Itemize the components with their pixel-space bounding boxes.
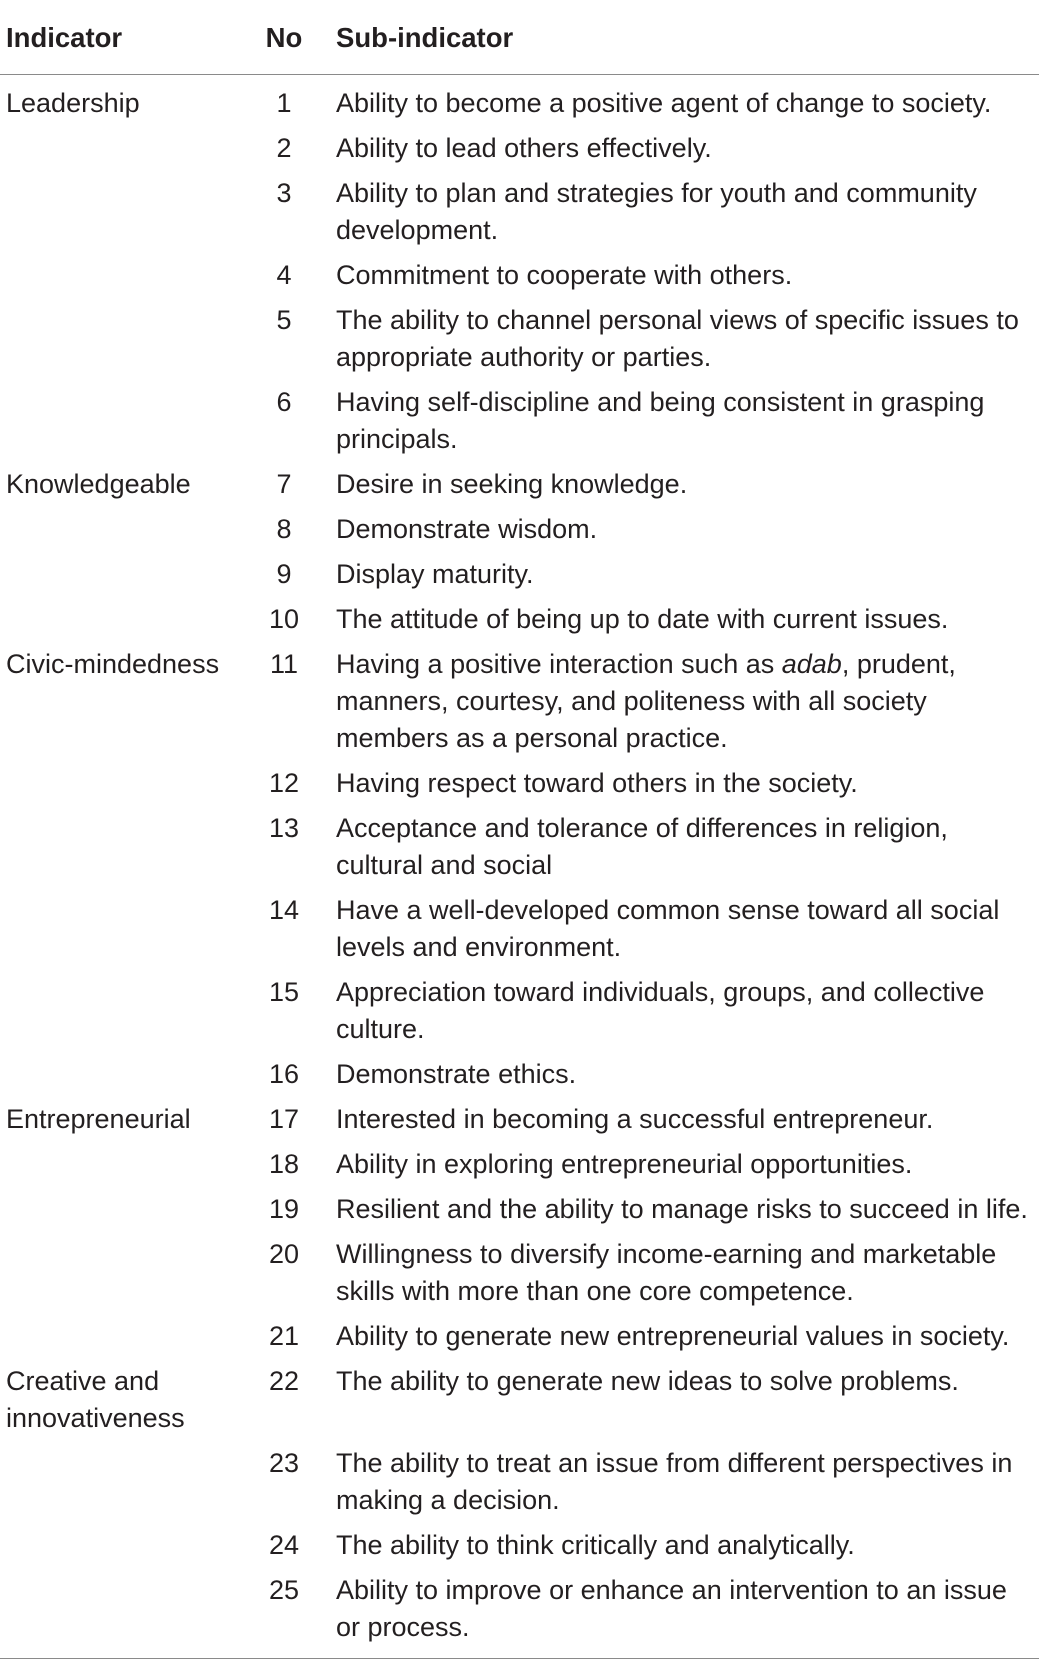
number-cell: 15: [268, 977, 300, 1007]
indicator-cell: [0, 974, 240, 1056]
indicator-cell: [0, 511, 240, 556]
table-row: [0, 892, 1039, 974]
number-cell: 20: [268, 1239, 300, 1269]
table-row: [0, 601, 1039, 646]
indicator-cell: Entrepreneurial: [6, 1104, 191, 1134]
indicator-cell: [0, 384, 240, 466]
table-row: [0, 1056, 1039, 1101]
sub-indicator-cell: Ability to lead others effectively.: [336, 133, 712, 163]
table-row: [0, 765, 1039, 810]
indicator-cell: [0, 257, 240, 302]
table-row: [0, 75, 1039, 131]
sub-indicator-cell: Resilient and the ability to manage risks to succeed in life.: [336, 1194, 1028, 1224]
sub-indicator-cell: Desire in seeking knowledge.: [336, 469, 688, 499]
indicator-cell: [0, 810, 240, 892]
header-indicator: Indicator: [0, 0, 240, 75]
number-cell: 18: [268, 1149, 300, 1179]
sub-indicator-cell: Willingness to diversify income-earning and marketable skills with more than one core competence.: [336, 1239, 997, 1306]
table-row: [0, 130, 1039, 175]
table-body: [0, 75, 1039, 1655]
indicator-cell: [0, 1572, 240, 1654]
number-cell: 19: [268, 1194, 300, 1224]
indicator-cell: [0, 130, 240, 175]
sub-indicator-cell: Ability to generate new entrepreneurial values in society.: [336, 1321, 1010, 1351]
number-cell: 14: [268, 895, 300, 925]
indicator-cell: [0, 1445, 240, 1527]
sub-indicator-cell: The ability to think critically and analytically.: [336, 1530, 855, 1560]
sub-indicator-cell: Ability to improve or enhance an intervention to an issue or process.: [336, 1575, 1007, 1642]
table-row: [0, 1191, 1039, 1236]
header-row: [0, 0, 1039, 75]
table-header: [0, 0, 1039, 75]
sub-indicator-cell: Ability to become a positive agent of change to society.: [336, 88, 992, 118]
sub-indicator-cell: The ability to treat an issue from different perspectives in making a decision.: [336, 1448, 1013, 1515]
number-cell: 25: [268, 1575, 300, 1605]
indicator-cell: [0, 175, 240, 257]
indicator-cell: [0, 1236, 240, 1318]
sub-indicator-cell: Demonstrate ethics.: [336, 1059, 577, 1089]
table-row: [0, 1318, 1039, 1363]
indicator-cell: [0, 601, 240, 646]
sub-indicator-cell: Having respect toward others in the society.: [336, 768, 858, 798]
indicator-cell: Leadership: [6, 88, 140, 118]
indicator-cell: [0, 1146, 240, 1191]
sub-indicator-text: Having a positive interaction such as: [336, 649, 782, 679]
number-cell: 6: [276, 387, 292, 417]
number-cell: 10: [268, 604, 300, 634]
table-row: [0, 175, 1039, 257]
sub-indicator-cell: Ability to plan and strategies for youth and community development.: [336, 178, 977, 245]
number-cell: 22: [268, 1366, 300, 1396]
sub-indicator-cell: The ability to channel personal views of specific issues to appropriate authority or parties.: [336, 305, 1019, 372]
number-cell: 12: [268, 768, 300, 798]
sub-indicator-cell: The attitude of being up to date with current issues.: [336, 604, 949, 634]
sub-indicator-cell: Demonstrate wisdom.: [336, 514, 598, 544]
table-row: [0, 1101, 1039, 1146]
indicator-cell: [0, 1527, 240, 1572]
table-row: [0, 466, 1039, 511]
sub-indicator-cell: Commitment to cooperate with others.: [336, 260, 793, 290]
sub-indicator-text: , prudent, manners, courtesy, and politeness with all society members as a personal practice.: [336, 649, 956, 753]
table-row: [0, 511, 1039, 556]
number-cell: 11: [269, 649, 299, 679]
indicator-cell: Creative and innovativeness: [6, 1366, 185, 1433]
table-row: [0, 810, 1039, 892]
table-row: [0, 1527, 1039, 1572]
number-cell: 3: [276, 178, 292, 208]
header-no: No: [240, 0, 336, 75]
table-row: [0, 974, 1039, 1056]
number-cell: 13: [268, 813, 300, 843]
indicator-cell: [0, 1318, 240, 1363]
indicator-cell: [0, 892, 240, 974]
table-bottom-rule: [0, 1658, 1039, 1659]
number-cell: 9: [276, 559, 292, 589]
sub-indicator-cell: Have a well-developed common sense toward all social levels and environment.: [336, 895, 1000, 962]
sub-indicator-italic-term: adab: [781, 649, 842, 679]
sub-indicator-cell: The ability to generate new ideas to solve problems.: [336, 1366, 959, 1396]
number-cell: 1: [276, 88, 292, 118]
number-cell: 21: [268, 1321, 300, 1351]
sub-indicator-cell: Acceptance and tolerance of differences in religion, cultural and social: [336, 813, 948, 880]
indicator-cell: [0, 556, 240, 601]
table-row: [0, 1363, 1039, 1445]
number-cell: 7: [276, 469, 292, 499]
table-row: [0, 1236, 1039, 1318]
indicator-cell: Knowledgeable: [6, 469, 191, 499]
number-cell: 8: [276, 514, 292, 544]
number-cell: 5: [276, 305, 292, 335]
table-row: [0, 1445, 1039, 1527]
sub-indicator-cell: Display maturity.: [336, 559, 534, 589]
table-row: [0, 1146, 1039, 1191]
table-row: [0, 556, 1039, 601]
table-row: [0, 302, 1039, 384]
number-cell: 23: [268, 1448, 300, 1478]
table-row: [0, 646, 1039, 765]
sub-indicator-cell: Ability in exploring entrepreneurial opportunities.: [336, 1149, 913, 1179]
indicator-cell: [0, 1056, 240, 1101]
number-cell: 2: [276, 133, 292, 163]
indicator-cell: [0, 302, 240, 384]
sub-indicator-cell: [336, 646, 1039, 765]
table-row: [0, 1572, 1039, 1654]
indicator-cell: [0, 765, 240, 810]
indicator-cell: Civic-mindedness: [6, 649, 220, 679]
number-cell: 24: [268, 1530, 300, 1560]
sub-indicator-cell: Having self-discipline and being consistent in grasping principals.: [336, 387, 985, 454]
sub-indicator-cell: Interested in becoming a successful entrepreneur.: [336, 1104, 934, 1134]
sub-indicator-cell: Appreciation toward individuals, groups, and collective culture.: [336, 977, 985, 1044]
number-cell: 4: [276, 260, 292, 290]
number-cell: 16: [268, 1059, 300, 1089]
table-row: [0, 384, 1039, 466]
header-sub-indicator: Sub-indicator: [336, 0, 1039, 75]
table-row: [0, 257, 1039, 302]
number-cell: 17: [268, 1104, 300, 1134]
indicator-cell: [0, 1191, 240, 1236]
